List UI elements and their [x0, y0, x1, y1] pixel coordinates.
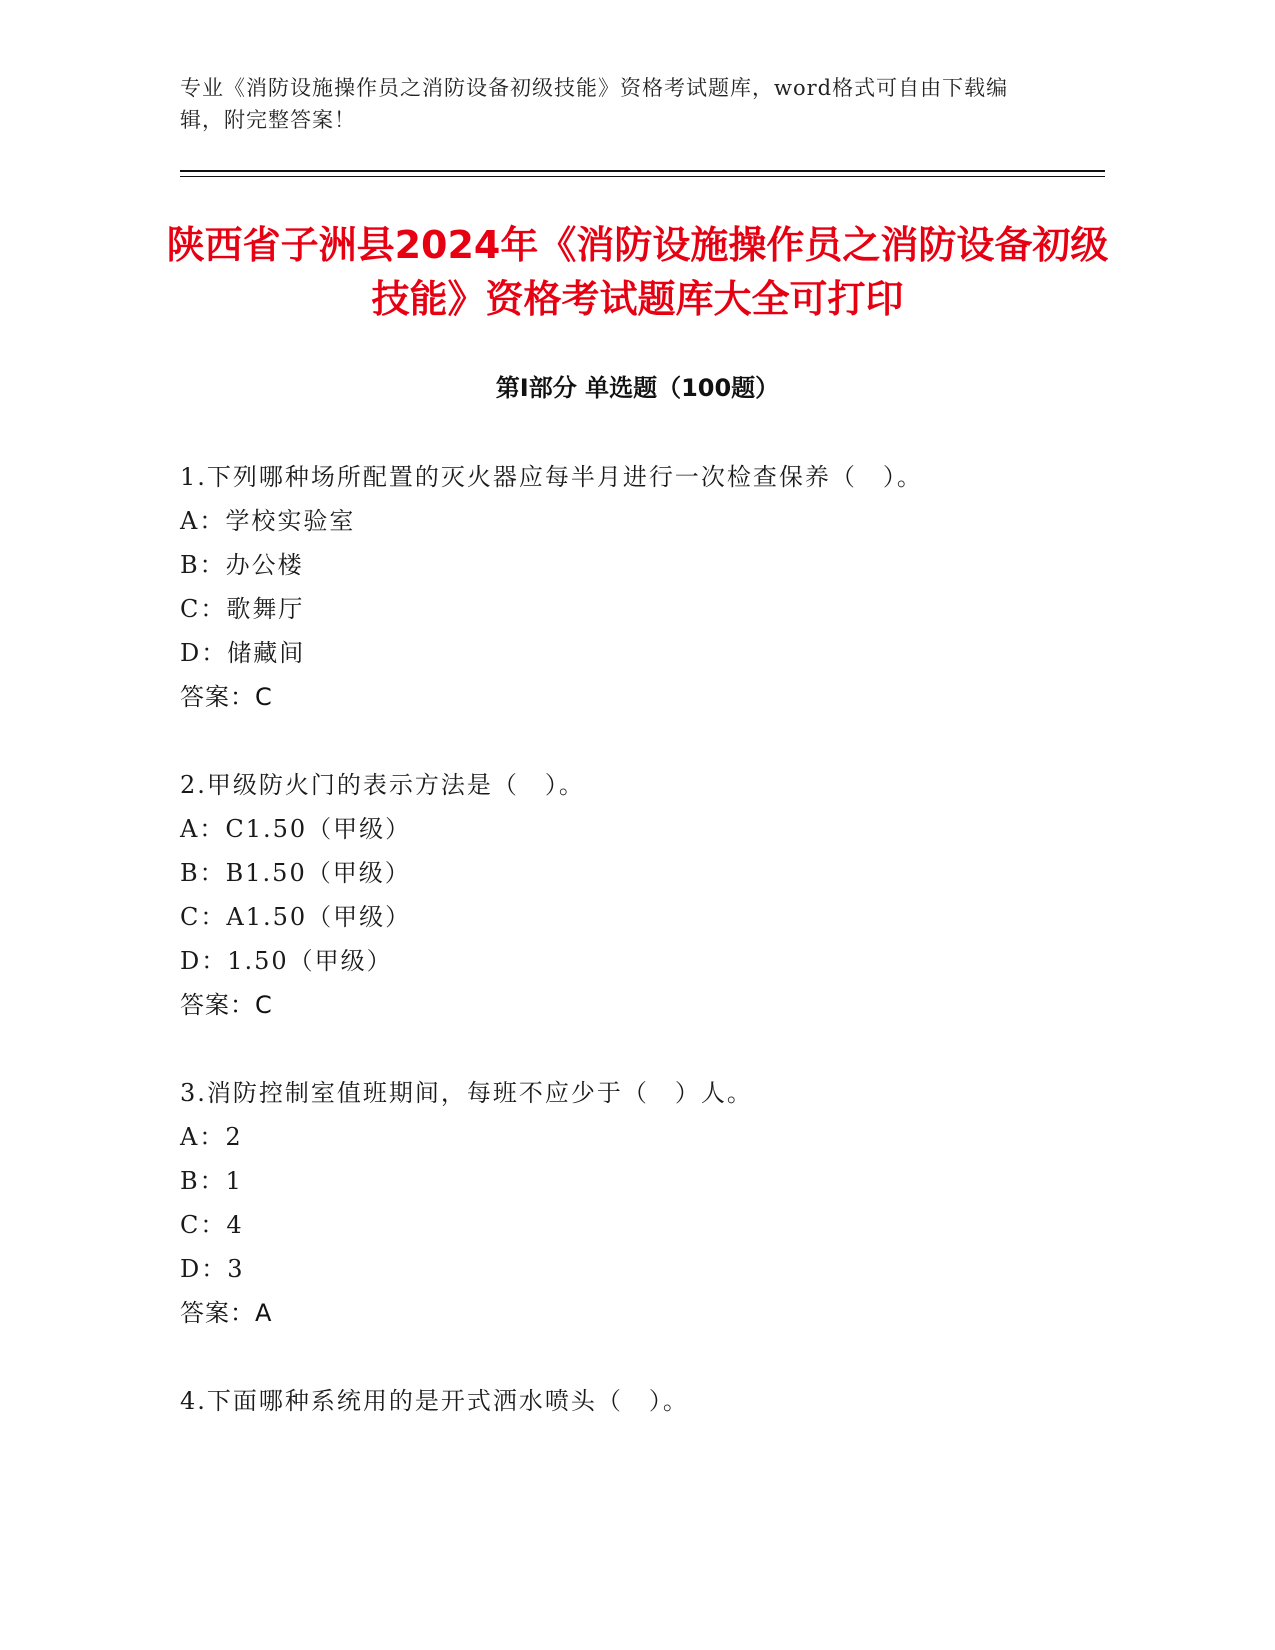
answer: 答案：A — [180, 1299, 273, 1327]
option-b: B：1 — [180, 1167, 243, 1195]
document-title: 陕西省子洲县2024年《消防设施操作员之消防设备初级技能》资格考试题库大全可打印 — [166, 223, 1109, 321]
question-2 — [180, 763, 1100, 1027]
question-stem: 3.消防控制室值班期间，每班不应少于（ ）人。 — [180, 1079, 753, 1107]
header-note: 专业《消防设施操作员之消防设备初级技能》资格考试题库，word格式可自由下载编辑，附完整答案！ — [180, 76, 1009, 132]
option-d: D：3 — [180, 1255, 245, 1283]
option-d: D：储藏间 — [180, 639, 306, 667]
option-b: B：B1.50（甲级） — [180, 859, 411, 887]
option-a: A：学校实验室 — [180, 507, 356, 535]
question-1 — [180, 455, 1100, 719]
option-d: D：1.50（甲级） — [180, 947, 393, 975]
question-4 — [180, 1379, 1100, 1423]
answer: 答案：C — [180, 683, 273, 711]
question-stem: 1.下列哪种场所配置的灭火器应每半月进行一次检查保养（ ）。 — [180, 463, 923, 491]
option-c: C：4 — [180, 1211, 244, 1239]
option-a: A：C1.50（甲级） — [180, 815, 412, 843]
header-divider-thick — [180, 170, 1105, 172]
header-divider-thin — [180, 176, 1105, 177]
answer: 答案：C — [180, 991, 273, 1019]
question-3 — [180, 1071, 1100, 1335]
section-heading: 第Ⅰ部分 单选题（100题） — [495, 374, 780, 402]
option-c: C：歌舞厅 — [180, 595, 305, 623]
question-stem: 4.下面哪种系统用的是开式洒水喷头（ ）。 — [180, 1387, 689, 1415]
option-b: B：办公楼 — [180, 551, 304, 579]
question-stem: 2.甲级防火门的表示方法是（ ）。 — [180, 771, 585, 799]
question-list — [180, 455, 1100, 1467]
option-c: C：A1.50（甲级） — [180, 903, 412, 931]
option-a: A：2 — [180, 1123, 243, 1151]
